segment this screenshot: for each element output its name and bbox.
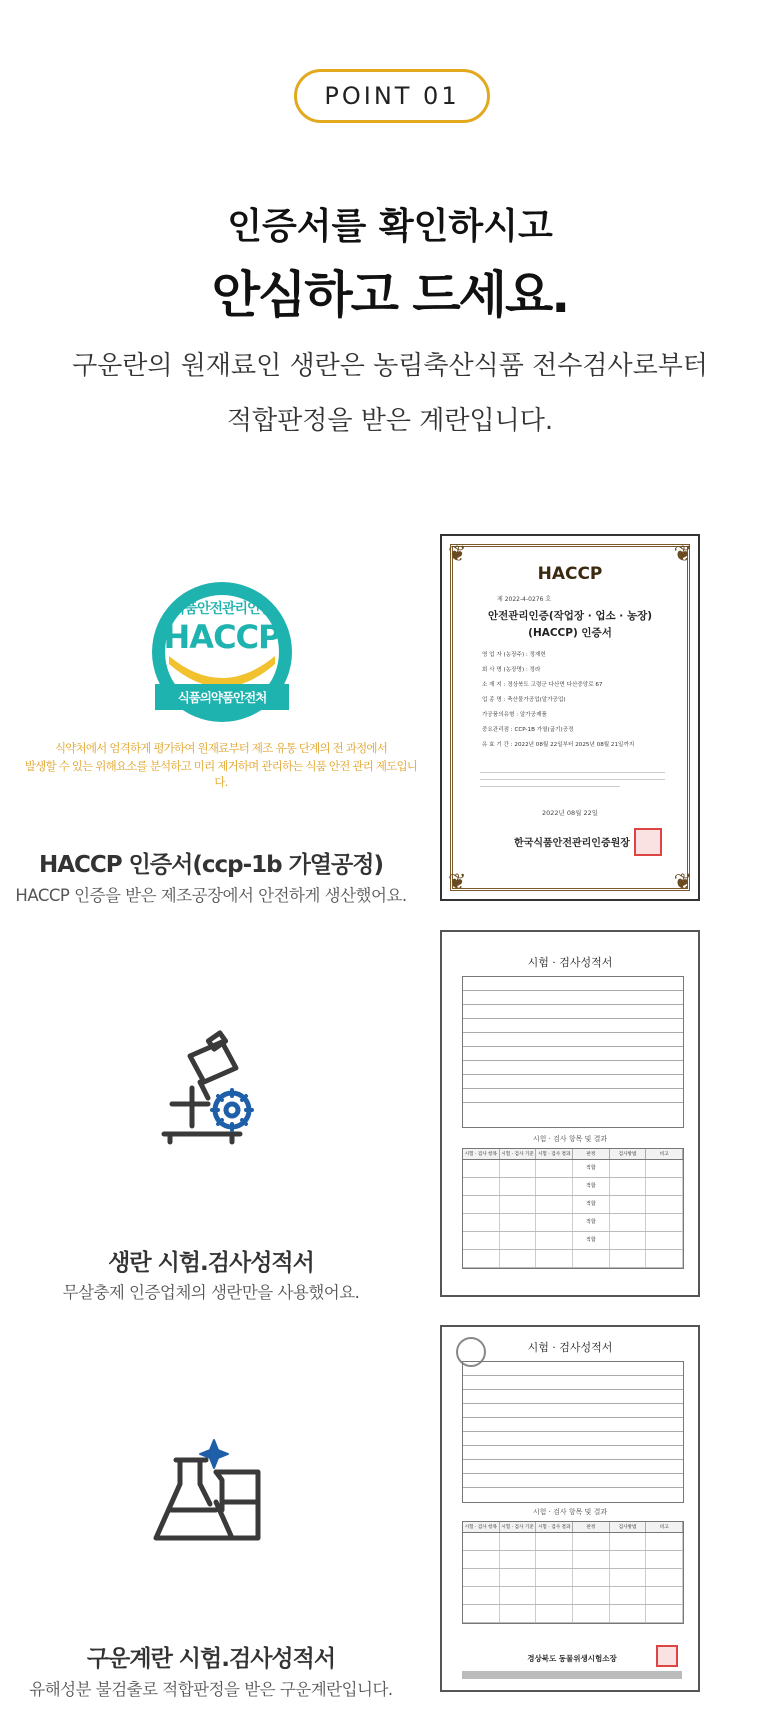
cert2-info-table [462,976,684,1128]
verdict-cell: 적합 [573,1214,610,1231]
certificate-corner-ornament: ❦ [673,542,692,567]
table-row [463,1160,683,1178]
cert1-date: 2022년 08월 22일 [541,809,599,817]
table-row [463,1178,683,1196]
haccp-top-text: 식품안전관리인증 [171,601,273,617]
haccp-caution-line1: 식약처에서 엄격하게 평가하여 원재료부터 제조 유통 단계의 전 과정에서 [54,741,388,755]
cert1-field: 영 업 자 (농장주) : 정재헌 [482,652,546,658]
cert2-results-table [462,1148,684,1269]
cert3-results-table [462,1521,684,1624]
row3-title: 구운계란 시험.검사성적서 [86,1646,336,1672]
table-row [463,1250,683,1268]
table-row [463,1605,683,1623]
cert1-field: 중요관리점 : CCP-1B 가열(굽기)공정 [482,727,574,733]
verdict-cell: 적합 [573,1196,610,1213]
roasted-egg-test-report [440,1325,700,1692]
table-header-cell: 판정 [573,1149,610,1159]
cert1-field: 유 효 기 간 : 2022년 08월 22일부터 2025년 08월 21일까지 [482,742,635,748]
cert1-title-line2: (HACCP) 인증서 [528,627,612,639]
table-row [463,1533,683,1551]
cert1-note [480,768,670,792]
table-header-cell: 시험 · 검사 결과 [536,1149,573,1159]
cert3-footer-bar [462,1671,682,1679]
verdict-cell: 적합 [573,1232,610,1249]
cert2-title: 시험 · 검사성적서 [527,956,613,969]
table-header-cell: 시험 · 검사 항목 [463,1149,500,1159]
lab-flask-icon [150,1430,280,1550]
table-header-cell: 판정 [573,1522,610,1532]
row2-title: 생란 시험.검사성적서 [108,1250,314,1276]
table-row [463,1214,683,1232]
row2-subtitle: 무살충제 인증업체의 생란만을 사용했어요. [62,1283,360,1302]
table-row [463,1551,683,1569]
cert3-issuer: 경상북도 동물위생시험소장 [527,1654,617,1663]
row1-subtitle: HACCP 인증을 받은 제조공장에서 안전하게 생산했어요. [15,886,407,905]
haccp-bottom-text: 식품의약품안전처 [177,690,267,705]
cert3-info-table [462,1361,684,1503]
cert3-title: 시험 · 검사성적서 [527,1341,613,1354]
headline-line2: 안심하고 드세요. [211,266,569,324]
description-line2: 적합판정을 받은 계란입니다. [226,406,554,436]
official-seal [634,828,662,856]
table-header-cell: 비고 [646,1149,683,1159]
table-row [463,1196,683,1214]
haccp-caution-line2: 발생할 수 있는 위해요소를 분석하고 미리 제거하며 관리하는 식품 안전 관리 제도입니다. [24,759,418,789]
certificate-corner-ornament: ❦ [448,870,467,895]
microscope-icon [150,1030,275,1150]
cert1-number: 제 2022-4-0276 호 [497,596,552,603]
certificate-corner-ornament: ❦ [448,542,467,567]
cert1-header: HACCP [537,564,603,584]
table-header-cell: 시험 · 검사 결과 [536,1522,573,1532]
table-header-cell: 검사방법 [610,1522,647,1532]
cert1-fields [482,650,672,755]
haccp-main-text: HACCP [163,618,281,656]
cert3-section: 시험 · 검사 항목 및 결과 [532,1508,608,1516]
table-header-cell: 시험 · 검사 기준 [500,1149,537,1159]
table-header-cell: 시험 · 검사 기준 [500,1522,537,1532]
cert1-field: 가공품의유형 : 알가공제품 [482,712,547,718]
haccp-logo [147,582,297,722]
cert2-section: 시험 · 검사 항목 및 결과 [532,1135,608,1143]
headline-line1: 인증서를 확인하시고 [227,206,553,247]
row1-title: HACCP 인증서(ccp-1b 가열공정) [39,852,383,878]
table-row [463,1587,683,1605]
haccp-certificate [440,534,700,901]
verdict-cell: 적합 [573,1160,610,1177]
table-row [463,1232,683,1250]
certificate-corner-ornament: ❦ [673,870,692,895]
table-header-cell: 검사방법 [610,1149,647,1159]
table-header-cell: 시험 · 검사 항목 [463,1522,500,1532]
description-line1: 구운란의 원재료인 생란은 농림축산식품 전수검사로부터 [72,351,708,381]
cert1-title-line1: 안전관리인증(작업장 · 업소 · 농장) [487,610,653,622]
point-badge: POINT 01 [294,69,490,123]
verdict-cell: 적합 [573,1178,610,1195]
cert1-field: 회 사 명 (농장명) : 정라 [482,667,541,673]
official-seal [656,1645,678,1667]
egg-test-report [440,930,700,1297]
table-row [463,1569,683,1587]
cert1-field: 업 종 명 : 축산물가공업(알가공업) [482,697,566,703]
row3-subtitle: 유해성분 불검출로 적합판정을 받은 구운계란입니다. [29,1680,393,1699]
table-header-cell: 비고 [646,1522,683,1532]
cert1-issuer: 한국식품안전관리인증원장 [514,838,630,849]
cert1-field: 소 재 지 : 경상북도 고령군 다산면 다산중앙로 67 [482,682,603,688]
